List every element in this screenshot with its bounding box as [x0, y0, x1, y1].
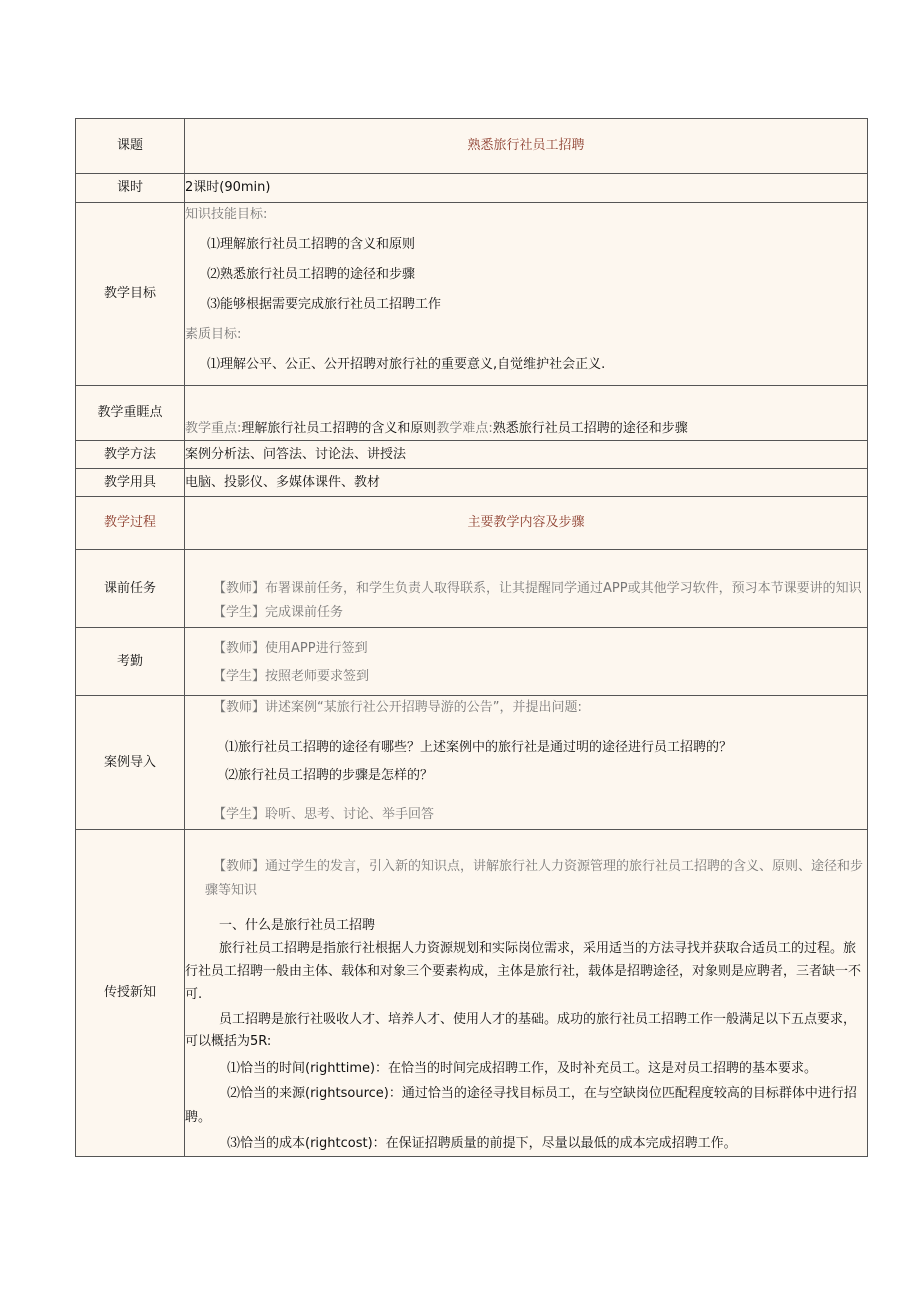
row-pre-class	[76, 550, 868, 628]
lesson-plan-table	[75, 118, 868, 1157]
nk-teacher-line2: 骤等知识	[205, 883, 258, 898]
methods-value: 案例分析法、问答法、讨论法、讲授法	[185, 441, 868, 469]
nk-p1-line1: 旅行社员工招聘是指旅行社根据人力资源规划和实际岗位需求，采用适当的方法寻找并获取合适员工的过程。旅	[219, 941, 857, 956]
case-intro-content	[185, 696, 868, 830]
tools-value: 电脑、投影仪、多媒体课件、教材	[185, 469, 868, 497]
attendance-label: 考勤	[76, 628, 185, 696]
process-header-right: 主要教学内容及步骤	[185, 497, 868, 550]
row-tools	[76, 469, 868, 497]
row-new-knowledge	[76, 830, 868, 1157]
case-question: ⑴旅行社员工招聘的途径有哪些？上述案例中的旅行社是通过明的途径进行员工招聘的？	[225, 740, 733, 755]
process-header-left: 教学过程	[76, 497, 185, 550]
difficult-text: 熟悉旅行社员工招聘的途径和步骤	[492, 421, 688, 436]
pre-class-content	[185, 550, 868, 628]
pre-class-student: 【学生】完成课前任务	[213, 605, 344, 620]
case-student: 【学生】聆听、思考、讨论、举手回答	[213, 807, 435, 822]
row-case-intro	[76, 696, 868, 830]
row-process-header	[76, 497, 868, 550]
quality-item: ⑴理解公平、公正、公开招聘对旅行社的重要意义,自觉维护社会正义.	[207, 357, 606, 372]
nk-p1-line3: 可.	[185, 987, 203, 1002]
nk-r2-line1: ⑵恰当的来源(rightsource)：通过恰当的途径寻找目标员工，在与空缺岗位匹配程度较高的目标群体中进行招	[227, 1086, 857, 1101]
topic-label: 课题	[76, 119, 185, 174]
pre-class-label: 课前任务	[76, 550, 185, 628]
nk-heading1: 一、什么是旅行社员工招聘	[219, 918, 376, 933]
row-key-points	[76, 386, 868, 441]
new-knowledge-content	[185, 830, 868, 1157]
objectives-label: 教学目标	[76, 203, 185, 386]
case-intro-label: 案例导入	[76, 696, 185, 830]
row-hours	[76, 174, 868, 203]
case-question: ⑵旅行社员工招聘的步骤是怎样的？	[225, 768, 434, 783]
hours-label: 课时	[76, 174, 185, 203]
case-teacher: 【教师】讲述案例“某旅行社公开招聘导游的公告”，并提出问题:	[213, 700, 582, 715]
nk-r1: ⑴恰当的时间(righttime)：在恰当的时间完成招聘工作，及时补充员工。这是对员工招聘的基本要求。	[227, 1061, 818, 1076]
nk-p1-line2: 行社员工招聘一般由主体、载体和对象三个要素构成，主体是旅行社，载体是招聘途径，对象则是应聘者，三者缺一不	[185, 964, 862, 979]
attendance-teacher: 【教师】使用APP进行签到	[213, 640, 368, 656]
row-methods	[76, 441, 868, 469]
knowledge-item: ⑶能够根据需要完成旅行社员工招聘工作	[207, 297, 442, 312]
topic-title: 熟悉旅行社员工招聘	[185, 119, 868, 174]
attendance-content	[185, 628, 868, 696]
difficult-prefix: 教学难点:	[436, 421, 493, 436]
nk-r2-line2: 聘。	[185, 1110, 212, 1125]
attendance-student: 【学生】按照老师要求签到	[213, 668, 370, 684]
objectives-content	[185, 203, 868, 386]
methods-label: 教学方法	[76, 441, 185, 469]
nk-r3: ⑶恰当的成本(rightcost)：在保证招聘质量的前提下，尽量以最低的成本完成招聘工作。	[227, 1136, 737, 1151]
row-objectives	[76, 203, 868, 386]
key-points-label: 教学重睚点	[76, 386, 185, 441]
key-text: 理解旅行社员工招聘的含义和原则	[241, 421, 437, 436]
tools-label: 教学用具	[76, 469, 185, 497]
new-knowledge-label: 传授新知	[76, 830, 185, 1157]
knowledge-item: ⑵熟悉旅行社员工招聘的途径和步骤	[207, 267, 416, 282]
quality-heading: 素质目标:	[185, 327, 242, 342]
row-topic	[76, 119, 868, 174]
nk-p2-line1: 员工招聘是旅行社吸收人才、培养人才、使用人才的基础。成功的旅行社员工招聘工作一般满足以下五点要求，	[219, 1012, 857, 1027]
row-attendance	[76, 628, 868, 696]
nk-p2-line2: 可以概括为5R:	[185, 1034, 272, 1049]
key-prefix: 教学重点:	[185, 421, 242, 436]
knowledge-item: ⑴理解旅行社员工招聘的含义和原则	[207, 237, 416, 252]
key-points-content	[185, 386, 868, 441]
nk-teacher-line1: 【教师】通过学生的发言，引入新的知识点，讲解旅行社人力资源管理的旅行社员工招聘的含义、原则、途径和步	[213, 859, 864, 874]
pre-class-teacher: 【教师】布署课前任务，和学生负责人取得联系，让其提醒同学通过APP或其他学习软件，预习本节课要讲的知识	[213, 581, 862, 596]
hours-value: 2课时(90min)	[185, 174, 868, 203]
knowledge-heading: 知识技能目标:	[185, 207, 268, 222]
